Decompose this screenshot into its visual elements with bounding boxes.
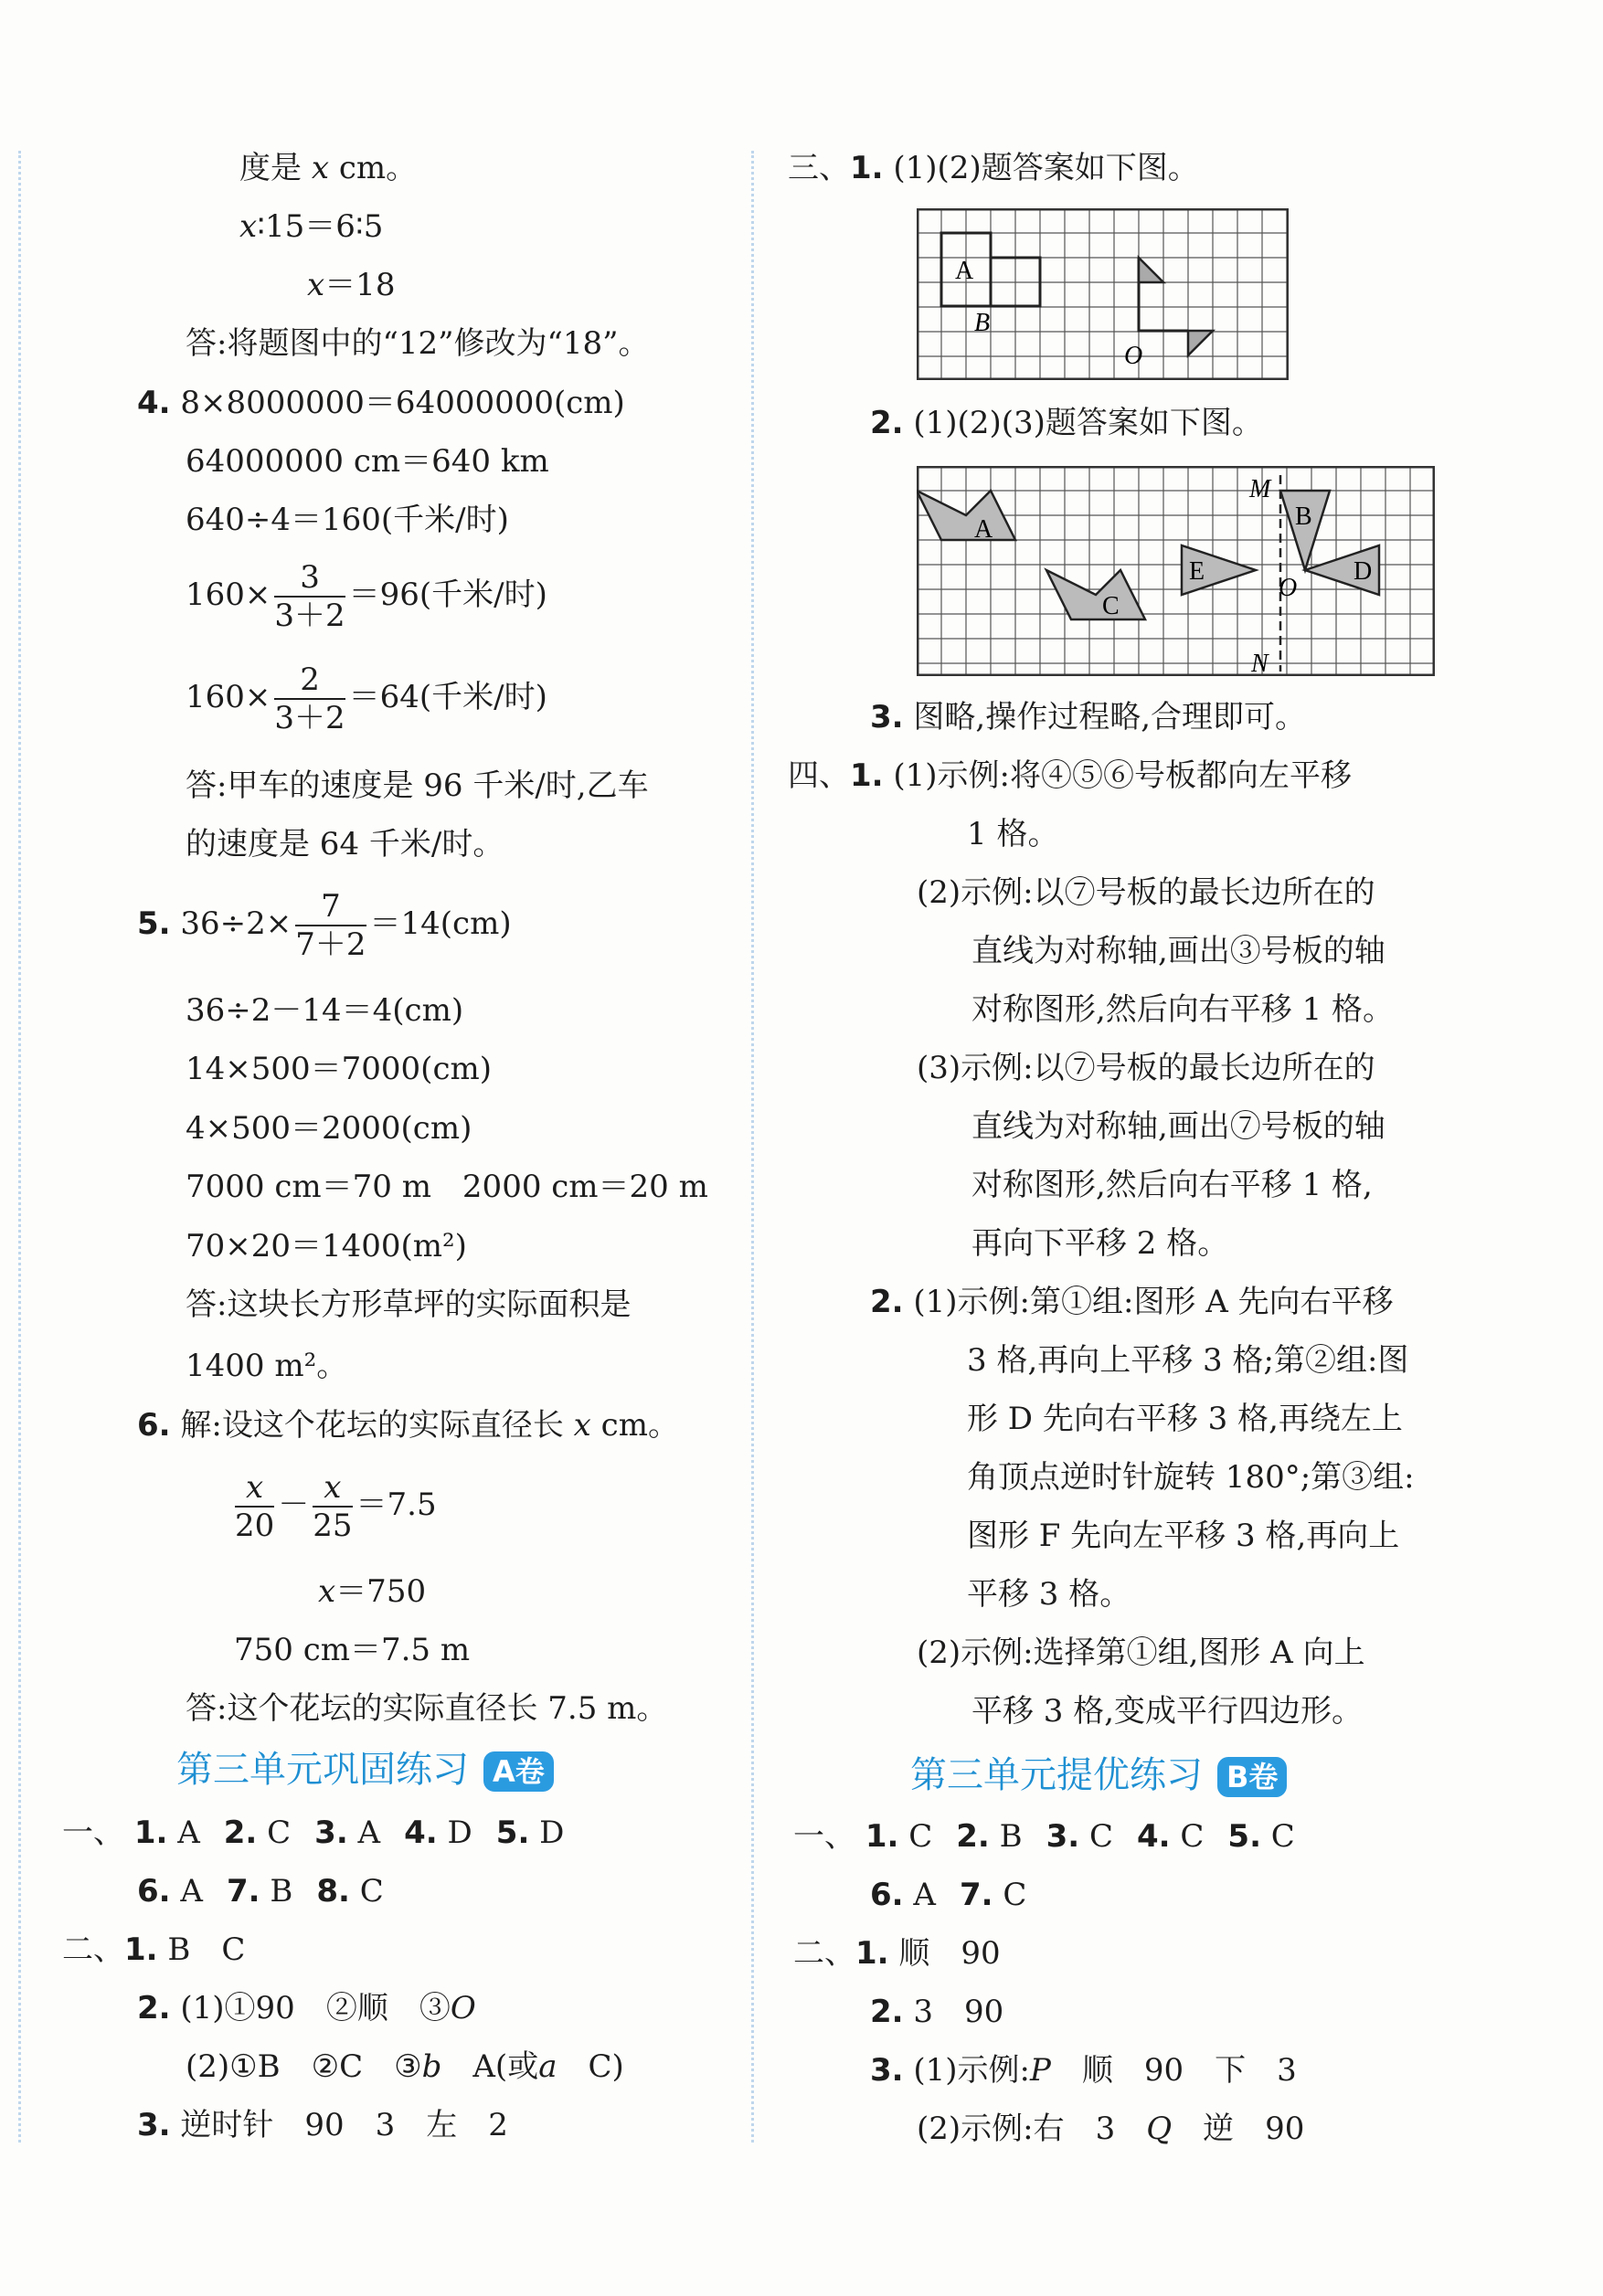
q5-line-3: 14×500＝7000(cm) (186, 1051, 492, 1087)
section-four-q2-line-2: 3 格,再向上平移 3 格;第②组:图 (967, 1342, 1409, 1379)
right-section-one-line-2 (870, 1875, 1050, 1915)
unit-consolidation-title: 第三单元巩固练习 A卷 (176, 1747, 554, 1793)
q5-answer-2: 1400 m²。 (186, 1348, 348, 1384)
q6-equation: $\frac{x}{20}$ － $\frac{x}{25}$ ＝7.5 (235, 1469, 437, 1544)
grid2-label-m: M (1249, 475, 1271, 503)
q4-line-1: 4. 8×8000000＝64000000(cm) (137, 385, 625, 421)
fraction: $\frac{2}{3+2}$ (274, 661, 345, 736)
fraction: $\frac{x}{25}$ (313, 1469, 353, 1544)
q3-proportion: x∶15＝6∶5 (239, 208, 384, 245)
section-three-q2: 2. (1)(2)(3)题答案如下图。 (870, 405, 1263, 441)
choice-answer-item: 2. B (956, 1818, 1023, 1855)
choice-answer-item: 6. A (137, 1873, 203, 1910)
q5-line-4: 4×500＝2000(cm) (186, 1110, 472, 1147)
choice-answers (865, 1818, 1319, 1855)
q4-answer-1: 答:甲车的速度是 96 千米/时,乙车 (186, 767, 649, 804)
q5-answer-1: 答:这块长方形草坪的实际面积是 (186, 1286, 632, 1323)
choice-answer-item: 5. D (495, 1815, 565, 1851)
choice-answer-item: 7. B (226, 1873, 293, 1910)
choice-answer-item: 4. D (404, 1815, 472, 1851)
q5-line-2: 36÷2－14＝4(cm) (186, 992, 464, 1029)
choice-answers (134, 1815, 589, 1851)
choice-answer-item: 1. A (133, 1815, 200, 1851)
choice-answers (137, 1873, 408, 1910)
section-four-q2-line-4: 角顶点逆时针旋转 180°;第③组: (967, 1459, 1415, 1496)
right-section-two-q3-line-1: 3. (1)示例:P 顺 90 下 3 (870, 2052, 1297, 2089)
section-two-q3: 3. 逆时针 90 3 左 2 (137, 2107, 508, 2143)
section-four-q2-line-6: 平移 3 格。 (967, 1576, 1131, 1613)
section-four-q2-line-3: 形 D 先向右平移 3 格,再绕左上 (967, 1401, 1403, 1437)
choice-answer-item: 4. C (1137, 1818, 1205, 1855)
q5-line-1: 5. 36÷2× $\frac{7}{7+2}$ ＝14(cm) (137, 888, 512, 963)
volume-a-badge: A卷 (483, 1751, 554, 1792)
unit-improvement-title: 第三单元提优练习 B卷 (910, 1752, 1287, 1798)
q5-line-5: 7000 cm＝70 m 2000 cm＝20 m (186, 1169, 708, 1205)
section-four-q1-line-8: 对称图形,然后向右平移 1 格, (971, 1167, 1373, 1203)
grid2-label-b: B (1295, 503, 1312, 531)
section-four-q2-line-1: 2. (1)示例:第①组:图形 A 先向右平移 (870, 1284, 1394, 1320)
triangle-rotated (1188, 331, 1213, 355)
grid2-label-d: D (1354, 557, 1373, 586)
right-section-one-line-1: 一、 1. C 2. B 3. C 4. C 5. C (793, 1816, 1319, 1857)
choice-answer-item: 6. A (870, 1877, 936, 1913)
column-divider-left (18, 151, 21, 2143)
section-four-q1-line-4: 直线为对称轴,画出③号板的轴 (971, 933, 1385, 969)
grid1-label-o: O (1124, 342, 1143, 370)
q6-answer: 答:这个花坛的实际直径长 7.5 m。 (186, 1690, 668, 1727)
q6-conversion: 750 cm＝7.5 m (234, 1632, 471, 1668)
grid-figure-2 (917, 466, 1435, 676)
fraction: $\frac{3}{3+2}$ (274, 559, 345, 634)
choice-answer-item: 1. C (865, 1818, 933, 1855)
section-one-line-2 (137, 1871, 408, 1911)
section-one-line-1: 一、 1. A 2. C 3. A 4. D 5. D (62, 1813, 588, 1853)
section-two-q2-line-1: 2. (1)①90 ②顺 ③O (137, 1990, 476, 2026)
section-four-q1-line-3: (2)示例:以⑦号板的最长边所在的 (917, 874, 1375, 911)
q5-line-6: 70×20＝1400(m²) (186, 1228, 467, 1264)
section-three-q1: 三、1. (1)(2)题答案如下图。 (788, 150, 1199, 186)
section-four-q2-line-8: 平移 3 格,变成平行四边形。 (971, 1693, 1364, 1730)
section-two-q1: 二、1. B C (62, 1931, 246, 1968)
right-section-two-q3-line-2: (2)示例:右 3 Q 逆 90 (917, 2111, 1305, 2147)
q3-continued-line: 度是 x cm。 (239, 150, 418, 186)
section-two-q2-line-2: (2)①B ②C ③b A(或a C) (186, 2048, 624, 2085)
right-section-two-q2: 2. 3 90 (870, 1994, 1004, 2030)
q4-line-5: 160× $\frac{2}{3+2}$ ＝64(千米/时) (186, 661, 547, 736)
q4-line-3: 640÷4＝160(千米/时) (186, 502, 509, 538)
choice-answer-item: 3. A (314, 1815, 381, 1851)
grid2-label-n: N (1251, 650, 1269, 676)
choice-answer-item: 7. C (959, 1877, 1027, 1913)
choice-answer-item: 5. C (1227, 1818, 1295, 1855)
grid1-label-b: B (974, 309, 991, 337)
choice-answer-item: 8. C (316, 1873, 384, 1910)
section-four-q1-line-6: (3)示例:以⑦号板的最长边所在的 (917, 1050, 1375, 1086)
section-four-q1-line-7: 直线为对称轴,画出⑦号板的轴 (971, 1108, 1385, 1145)
grid2-label-a: A (974, 515, 993, 544)
q3-solution: x＝18 (307, 267, 396, 303)
section-three-q3: 3. 图略,操作过程略,合理即可。 (870, 699, 1307, 735)
grid2-label-o: O (1279, 574, 1298, 602)
shape-c (1046, 570, 1145, 619)
grid2-label-c: C (1102, 592, 1120, 620)
choice-answers (870, 1877, 1050, 1913)
column-divider-middle (751, 151, 754, 2143)
right-section-two-q1: 二、1. 顺 90 (793, 1935, 1001, 1972)
section-four-q1-line-2: 1 格。 (967, 816, 1059, 852)
volume-b-badge: B卷 (1217, 1757, 1287, 1797)
fraction: $\frac{x}{20}$ (235, 1469, 275, 1544)
q4-line-2: 64000000 cm＝640 km (186, 443, 549, 480)
q6-solution: x＝750 (318, 1573, 427, 1610)
grid-figure-1 (917, 208, 1289, 380)
section-four-q2-line-5: 图形 F 先向左平移 3 格,再向上 (967, 1518, 1400, 1554)
q3-answer: 答:将题图中的“12”修改为“18”。 (186, 325, 650, 362)
section-four-q1-line-1: 四、1. (1)示例:将④⑤⑥号板都向左平移 (788, 757, 1353, 794)
choice-answer-item: 3. C (1046, 1818, 1113, 1855)
grid2-label-e: E (1189, 557, 1205, 586)
section-four-q1-line-5: 对称图形,然后向右平移 1 格。 (971, 991, 1395, 1028)
section-four-q2-line-7: (2)示例:选择第①组,图形 A 向上 (917, 1635, 1365, 1671)
q4-answer-2: 的速度是 64 千米/时。 (186, 826, 504, 862)
q4-line-4: 160× $\frac{3}{3+2}$ ＝96(千米/时) (186, 559, 547, 634)
grid1-label-a: A (955, 257, 974, 285)
choice-answer-item: 2. C (223, 1815, 292, 1851)
triangle-original (1139, 258, 1163, 282)
section-four-q1-line-9: 再向下平移 2 格。 (971, 1225, 1229, 1262)
fraction: $\frac{7}{7+2}$ (295, 888, 366, 963)
q6-line-1: 6. 解:设这个花坛的实际直径长 x cm。 (137, 1407, 679, 1444)
